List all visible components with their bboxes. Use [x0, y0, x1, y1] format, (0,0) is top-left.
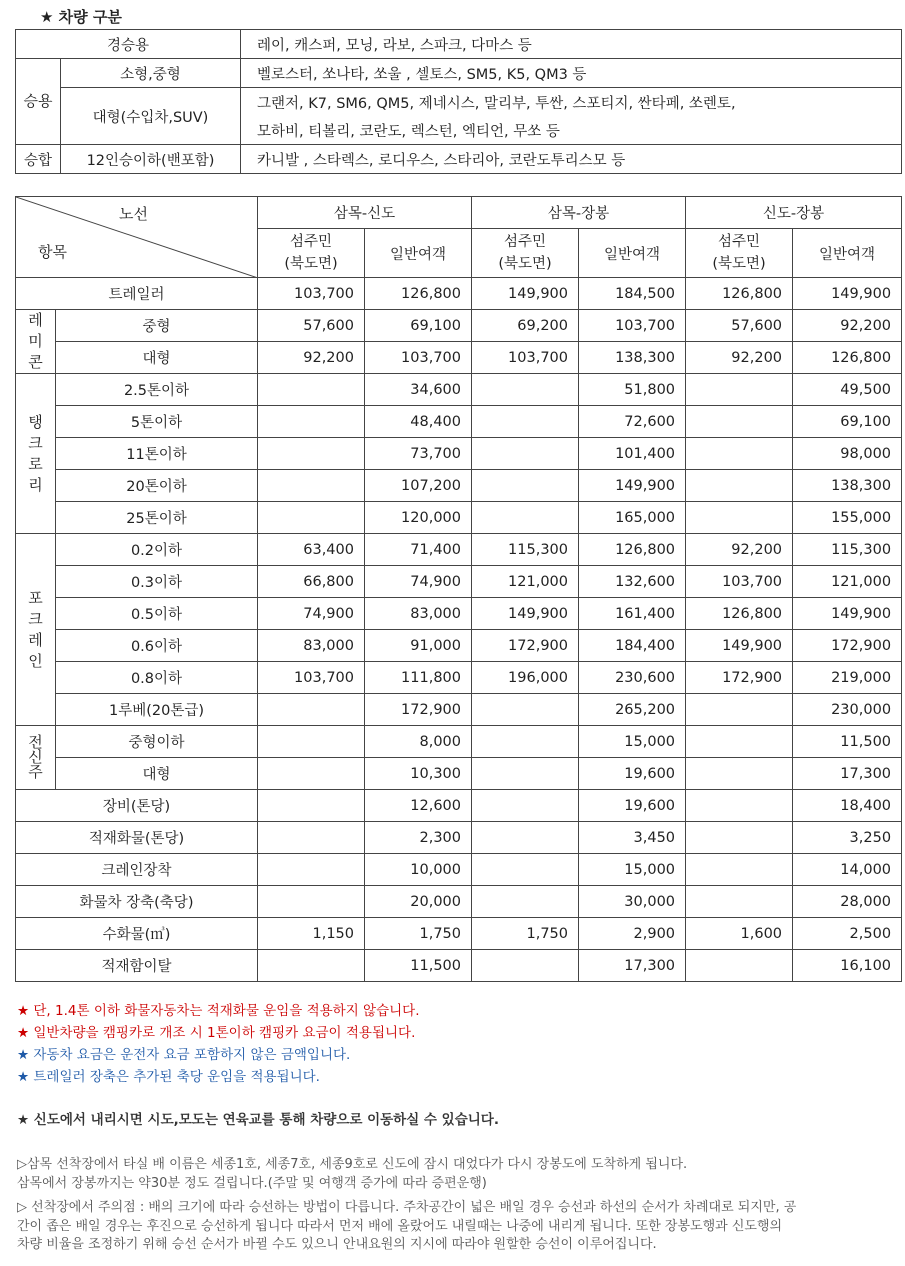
fare-cell: 8,000	[365, 726, 472, 758]
fare-cell: 51,800	[579, 374, 686, 406]
fare-cell: 71,400	[365, 534, 472, 566]
row-label: 수화물(㎥)	[16, 918, 258, 950]
group-label-text: 포 크 레 인	[28, 588, 43, 670]
fare-cell	[472, 822, 579, 854]
fare-cell: 3,450	[579, 822, 686, 854]
table-row	[16, 438, 902, 470]
fare-cell	[686, 822, 793, 854]
fare-cell	[472, 502, 579, 534]
fare-cell: 126,800	[686, 598, 793, 630]
table-row	[16, 822, 902, 854]
fare-cell: 103,700	[472, 342, 579, 374]
route-header-label: 노선	[119, 205, 148, 223]
route-header: 삼목-장봉	[472, 197, 686, 229]
fare-cell: 19,600	[579, 758, 686, 790]
fare-cell: 10,300	[365, 758, 472, 790]
class-desc: 벨로스터, 쏘나타, 쏘울 , 셀토스, SM5, K5, QM3 등	[241, 59, 902, 88]
resident-line: 섬주민	[289, 234, 333, 250]
fare-cell: 126,800	[579, 534, 686, 566]
fare-cell: 132,600	[579, 566, 686, 598]
header-row	[16, 197, 902, 229]
row-label: 0.3이하	[56, 566, 258, 598]
resident-line: (북도면)	[712, 256, 766, 272]
fare-cell: 149,900	[579, 470, 686, 502]
fare-cell: 1,750	[365, 918, 472, 950]
fare-cell: 149,900	[793, 278, 902, 310]
group-label-tanklorry	[16, 374, 56, 534]
fare-cell	[686, 790, 793, 822]
table-row	[16, 374, 902, 406]
table-row	[16, 790, 902, 822]
fare-cell: 103,700	[579, 310, 686, 342]
fare-cell: 15,000	[579, 854, 686, 886]
fare-cell	[472, 950, 579, 982]
note-blue: ★ 자동차 요금은 운전자 요금 포함하지 않은 금액입니다.	[17, 1047, 351, 1063]
class-group-van: 승합	[16, 145, 61, 174]
fare-cell: 98,000	[793, 438, 902, 470]
vehicle-class-table	[15, 29, 902, 174]
fare-cell	[258, 822, 365, 854]
fare-cell: 66,800	[258, 566, 365, 598]
fare-cell: 2,900	[579, 918, 686, 950]
fare-cell: 57,600	[686, 310, 793, 342]
fare-cell: 11,500	[365, 950, 472, 982]
fare-cell: 73,700	[365, 438, 472, 470]
table-row	[16, 854, 902, 886]
table-row	[16, 342, 902, 374]
row-label: 5톤이하	[56, 406, 258, 438]
paragraph-line: 삼목에서 장봉까지는 약30분 정도 걸립니다.(주말 및 여행객 증가에 따라 증편운행)	[17, 1175, 487, 1191]
fare-cell: 30,000	[579, 886, 686, 918]
fare-cell: 103,700	[365, 342, 472, 374]
table-row	[16, 886, 902, 918]
fare-cell: 149,900	[686, 630, 793, 662]
fare-cell	[472, 406, 579, 438]
fare-cell: 149,900	[793, 598, 902, 630]
table-row	[16, 950, 902, 982]
fare-cell	[686, 726, 793, 758]
fare-cell	[472, 886, 579, 918]
fare-cell: 165,000	[579, 502, 686, 534]
fare-cell: 69,100	[793, 406, 902, 438]
fare-cell: 12,600	[365, 790, 472, 822]
fare-cell	[258, 374, 365, 406]
fare-cell: 121,000	[472, 566, 579, 598]
row-label: 0.6이하	[56, 630, 258, 662]
route-header: 삼목-신도	[258, 197, 472, 229]
route-header: 신도-장봉	[686, 197, 902, 229]
fare-cell: 126,800	[686, 278, 793, 310]
fare-cell	[472, 726, 579, 758]
class-label: 12인승이하(밴포함)	[61, 145, 241, 174]
row-label: 11톤이하	[56, 438, 258, 470]
fare-cell: 115,300	[793, 534, 902, 566]
fare-cell	[686, 374, 793, 406]
class-desc: 레이, 캐스퍼, 모닝, 라보, 스파크, 다마스 등	[241, 30, 902, 59]
fare-cell	[686, 758, 793, 790]
table-row	[16, 694, 902, 726]
row-label: 중형	[56, 310, 258, 342]
resident-line: 섬주민	[504, 234, 547, 250]
fare-cell	[258, 758, 365, 790]
row-label: 0.2이하	[56, 534, 258, 566]
fare-table	[15, 196, 902, 982]
general-header: 일반여객	[793, 229, 902, 278]
fare-cell: 149,900	[472, 598, 579, 630]
paragraph-line: 간이 좁은 배일 경우는 후진으로 승선하게 됩니다 따라서 먼저 배에 올랐어도 내릴때는 나중에 내리게 됩니다. 또한 장봉도행과 신도행의	[17, 1218, 783, 1234]
fare-cell: 17,300	[579, 950, 686, 982]
class-label: 소형,중형	[61, 59, 241, 88]
fare-cell: 91,000	[365, 630, 472, 662]
table-row	[16, 758, 902, 790]
row-label: 트레일러	[16, 278, 258, 310]
row-label: 적재함이탈	[16, 950, 258, 982]
fare-cell: 92,200	[258, 342, 365, 374]
row-label: 크레인장착	[16, 854, 258, 886]
fare-cell	[686, 502, 793, 534]
general-header: 일반여객	[579, 229, 686, 278]
vehicle-class-title: ★ 차량 구분	[40, 8, 122, 26]
fare-cell	[686, 406, 793, 438]
fare-cell: 103,700	[258, 662, 365, 694]
fare-cell: 16,100	[793, 950, 902, 982]
row-label: 0.8이하	[56, 662, 258, 694]
table-row	[16, 566, 902, 598]
fare-cell	[472, 790, 579, 822]
fare-cell: 172,900	[793, 630, 902, 662]
fare-cell: 15,000	[579, 726, 686, 758]
fare-cell	[686, 950, 793, 982]
fare-cell: 1,750	[472, 918, 579, 950]
group-label-text: 전 신 주	[28, 733, 43, 781]
class-label: 경승용	[16, 30, 241, 59]
table-row	[16, 278, 902, 310]
notes	[17, 1000, 897, 1088]
group-label-text: 탱 크 로 리	[28, 412, 43, 494]
table-row	[16, 630, 902, 662]
note-blue: ★ 트레일러 장축은 추가된 축당 운임을 적용됩니다.	[17, 1069, 320, 1085]
fare-cell: 103,700	[258, 278, 365, 310]
table-row	[16, 59, 902, 88]
fare-cell: 63,400	[258, 534, 365, 566]
fare-cell	[258, 950, 365, 982]
note-red: ★ 단, 1.4톤 이하 화물자동차는 적재화물 운임을 적용하지 않습니다.	[17, 1003, 420, 1019]
item-header-label: 항목	[38, 243, 67, 261]
fare-cell: 161,400	[579, 598, 686, 630]
table-row	[16, 310, 902, 342]
paragraph-route	[17, 1156, 897, 1193]
fare-cell: 19,600	[579, 790, 686, 822]
fare-cell	[686, 694, 793, 726]
fare-cell: 14,000	[793, 854, 902, 886]
fare-cell	[472, 854, 579, 886]
class-label: 대형(수입차,SUV)	[61, 88, 241, 145]
fare-cell: 10,000	[365, 854, 472, 886]
row-label: 25톤이하	[56, 502, 258, 534]
paragraph-line: ▷삼목 선착장에서 타실 배 이름은 세종1호, 세종7호, 세종9호로 신도에 잠시 대었다가 다시 장봉도에 도착하게 됩니다.	[17, 1157, 688, 1172]
fare-cell: 83,000	[365, 598, 472, 630]
row-label: 화물차 장축(축당)	[16, 886, 258, 918]
fare-cell: 184,500	[579, 278, 686, 310]
table-row	[16, 470, 902, 502]
fare-cell: 1,600	[686, 918, 793, 950]
resident-line: 섬주민	[718, 234, 761, 250]
row-label: 적재화물(톤당)	[16, 822, 258, 854]
fare-cell: 172,900	[472, 630, 579, 662]
table-row	[16, 598, 902, 630]
class-desc: 카니발 , 스타렉스, 로디우스, 스타리아, 코란도투리스모 등	[241, 145, 902, 174]
fare-cell	[472, 758, 579, 790]
table-row	[16, 88, 902, 117]
fare-cell: 115,300	[472, 534, 579, 566]
resident-header	[258, 229, 365, 278]
fare-cell: 103,700	[686, 566, 793, 598]
fare-cell: 120,000	[365, 502, 472, 534]
fare-cell: 107,200	[365, 470, 472, 502]
fare-cell	[686, 470, 793, 502]
table-row	[16, 502, 902, 534]
note-bold: ★ 신도에서 내리시면 시도,모도는 연육교를 통해 차량으로 이동하실 수 있습니다.	[17, 1112, 499, 1128]
class-desc: 모하비, 티볼리, 코란도, 렉스턴, 엑티언, 무쏘 등	[241, 116, 902, 145]
table-row	[16, 534, 902, 566]
fare-cell: 83,000	[258, 630, 365, 662]
fare-cell: 48,400	[365, 406, 472, 438]
group-label-forklift	[16, 534, 56, 726]
fare-cell: 184,400	[579, 630, 686, 662]
class-group-sedan: 승용	[16, 59, 61, 145]
table-row	[16, 406, 902, 438]
fare-cell: 265,200	[579, 694, 686, 726]
fare-cell: 92,200	[686, 534, 793, 566]
fare-cell: 126,800	[365, 278, 472, 310]
fare-cell: 1,150	[258, 918, 365, 950]
fare-cell: 74,900	[365, 566, 472, 598]
fare-cell	[686, 438, 793, 470]
row-label: 2.5톤이하	[56, 374, 258, 406]
table-row	[16, 726, 902, 758]
fare-cell: 149,900	[472, 278, 579, 310]
fare-cell: 121,000	[793, 566, 902, 598]
fare-cell	[258, 694, 365, 726]
fare-cell: 155,000	[793, 502, 902, 534]
paragraph-line: 차량 비율을 조정하기 위해 승선 순서가 바뀔 수도 있으니 안내요원의 지시에 따라야 원할한 승선이 이루어집니다.	[17, 1237, 657, 1252]
fare-cell: 17,300	[793, 758, 902, 790]
diagonal-header	[16, 197, 258, 278]
row-label: 대형	[56, 342, 258, 374]
resident-line: (북도면)	[284, 256, 338, 272]
row-label: 20톤이하	[56, 470, 258, 502]
fare-cell: 172,900	[365, 694, 472, 726]
fare-cell: 138,300	[793, 470, 902, 502]
fare-cell: 49,500	[793, 374, 902, 406]
note-red: ★ 일반차량을 캠핑카로 개조 시 1톤이하 캠핑카 요금이 적용됩니다.	[17, 1025, 416, 1041]
fare-cell: 69,200	[472, 310, 579, 342]
fare-cell: 2,500	[793, 918, 902, 950]
fare-cell: 69,100	[365, 310, 472, 342]
fare-cell: 74,900	[258, 598, 365, 630]
fare-cell	[258, 726, 365, 758]
fare-cell	[472, 374, 579, 406]
fare-cell: 92,200	[793, 310, 902, 342]
fare-cell	[472, 470, 579, 502]
resident-header	[686, 229, 793, 278]
fare-cell: 101,400	[579, 438, 686, 470]
fare-cell: 230,000	[793, 694, 902, 726]
fare-cell	[258, 438, 365, 470]
row-label: 중형이하	[56, 726, 258, 758]
fare-cell: 28,000	[793, 886, 902, 918]
fare-cell: 72,600	[579, 406, 686, 438]
fare-cell: 34,600	[365, 374, 472, 406]
fare-cell	[258, 470, 365, 502]
resident-header	[472, 229, 579, 278]
fare-cell: 11,500	[793, 726, 902, 758]
paragraph-caution	[17, 1199, 897, 1255]
fare-cell	[258, 854, 365, 886]
fare-cell: 57,600	[258, 310, 365, 342]
fare-cell	[258, 502, 365, 534]
fare-cell	[686, 854, 793, 886]
fare-cell: 172,900	[686, 662, 793, 694]
fare-cell	[686, 886, 793, 918]
fare-cell	[258, 406, 365, 438]
general-header: 일반여객	[365, 229, 472, 278]
fare-cell: 126,800	[793, 342, 902, 374]
fare-cell: 138,300	[579, 342, 686, 374]
row-label: 장비(톤당)	[16, 790, 258, 822]
table-row	[16, 662, 902, 694]
table-row	[16, 918, 902, 950]
fare-cell	[472, 694, 579, 726]
row-label: 대형	[56, 758, 258, 790]
paragraph-line: ▷ 선착장에서 주의점 : 배의 크기에 따라 승선하는 방법이 다릅니다. 주차공간이 넓은 배일 경우 승선과 하선의 순서가 차례대로 되지만, 공	[17, 1200, 797, 1215]
class-desc: 그랜저, K7, SM6, QM5, 제네시스, 말리부, 투싼, 스포티지, 싼타페, 쏘렌토,	[241, 88, 902, 117]
table-row	[16, 30, 902, 59]
table-row	[16, 145, 902, 174]
fare-cell	[258, 886, 365, 918]
fare-cell: 3,250	[793, 822, 902, 854]
row-label: 0.5이하	[56, 598, 258, 630]
fare-body	[16, 278, 902, 982]
resident-line: (북도면)	[498, 256, 552, 272]
fare-cell: 219,000	[793, 662, 902, 694]
fare-cell	[258, 790, 365, 822]
group-label-remicon	[16, 310, 56, 374]
fare-cell: 92,200	[686, 342, 793, 374]
group-label-text: 레 미 콘	[28, 311, 43, 371]
group-label-jeonsinju	[16, 726, 56, 790]
fare-cell: 111,800	[365, 662, 472, 694]
fare-cell	[472, 438, 579, 470]
row-label: 1루베(20톤급)	[56, 694, 258, 726]
fare-cell: 196,000	[472, 662, 579, 694]
fare-cell: 230,600	[579, 662, 686, 694]
fare-cell: 20,000	[365, 886, 472, 918]
fare-cell: 2,300	[365, 822, 472, 854]
fare-cell: 18,400	[793, 790, 902, 822]
